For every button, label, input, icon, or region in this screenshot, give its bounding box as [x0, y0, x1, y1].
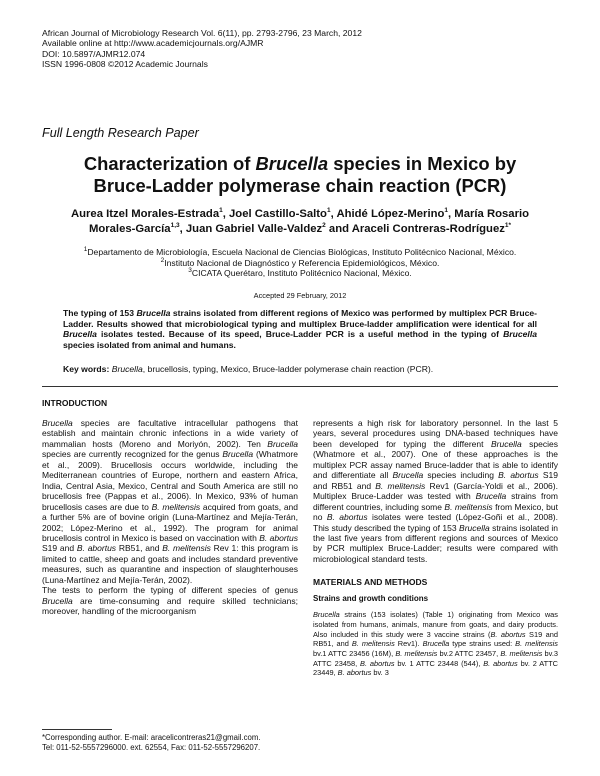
- italic-term: Brucella: [475, 491, 507, 502]
- italic-term: B. melitensis: [444, 501, 493, 512]
- introduction-heading: INTRODUCTION: [42, 398, 108, 408]
- footnote: [42, 733, 312, 753]
- journal-doi: DOI: 10.5897/AJMR12.074: [42, 48, 146, 59]
- italic-term: Brucella: [267, 438, 298, 449]
- right-column: [313, 418, 558, 678]
- corresponding-phone: Tel: 011-52-5557296000. ext. 62554, Fax: 011-52-5557296207.: [42, 743, 261, 752]
- author-name: Morales-García: [88, 222, 171, 235]
- author-affil: 1: [326, 207, 331, 215]
- italic-term: Brucella: [422, 639, 450, 649]
- italic-term: B. melitensis: [351, 639, 395, 649]
- title-text: species in Mexico by: [328, 153, 517, 174]
- methods-heading: MATERIALS AND METHODS: [313, 577, 428, 588]
- author-affil: 2: [322, 221, 326, 229]
- italic-term: Brucella: [313, 610, 340, 620]
- journal-issn: ISSN 1996-0808 ©2012 Academic Journals: [42, 59, 208, 70]
- italic-term: B. melitensis: [515, 639, 558, 649]
- italic-term: Brucella: [459, 522, 490, 533]
- intro-paragraph-2: The tests to perform the typing of different species of genus Brucella are time-consuming and require skilled technicians; moreover, handling of the microorganism: [42, 585, 298, 617]
- italic-term: B. abortus: [259, 532, 299, 543]
- introduction-heading-wrap: [42, 398, 298, 408]
- affiliation: $^2$Instituto Nacional de Diagnóstico y Referencia Epidemiológicos, México.: [160, 256, 440, 268]
- author-affil: 1*: [504, 221, 512, 229]
- intro-paragraph-1: Brucella species are facultative intracellular pathogens that establish and maintain chronic infections in a wide variety of mammalian hosts (Moreno and Moriyón, 2002). Ten Brucella species are currently recognized for the genus Brucella (Whatmore et al., 2009). Brucellosis occurs worldwide, including the Mediterranean countries of Europe, northern and eastern Africa, India, Central Asia, Mexico, Central and South America are still no brucellosis free (Pappas et al., 2006). In Mexico, 93% of human brucellosis cases are due to B. melitensis acquired from goats, and a further 5% are of bovine origin (Luna-Martínez and Mejía-Terán, 2002; López-Merino et al., 1992). The program for animal brucellosis control in Mexico is based on vaccination with B. abortus S19 and B. abortus RB51, and B. melitensis Rev 1: this program is limited to cattle, sheep and goats and includes standard preventive measures, such as quarantine and inspection of slaughterhouses (Luna-Martínez and Mejía-Terán, 2002).: [42, 418, 299, 585]
- journal-header: [42, 28, 362, 70]
- accepted-date: Accepted 29 February, 2012: [253, 291, 347, 300]
- section-divider: [42, 386, 558, 387]
- italic-term: Brucella: [42, 418, 73, 428]
- journal-url: Available online at http://www.academicjournals.org/AJMR: [42, 38, 264, 49]
- italic-term: B. melitensis: [162, 543, 211, 554]
- author-affil: 1,3: [170, 221, 180, 229]
- italic-term: B. abortus: [360, 658, 395, 668]
- page-title: [30, 153, 570, 197]
- footnote-divider: [42, 729, 112, 730]
- italic-term: B. abortus: [498, 470, 539, 481]
- author-affil: 1: [219, 207, 223, 215]
- author-name: , Joel Castillo-Salto: [222, 208, 327, 220]
- keywords: Key words: Brucella, brucellosis, typing, Mexico, Bruce-ladder polymerase chain reaction (PCR).: [63, 364, 434, 374]
- italic-term: B. abortus: [337, 668, 372, 678]
- journal-citation: African Journal of Microbiology Research Vol. 6(11), pp. 2793-2796, 23 March, 2012: [42, 28, 362, 38]
- italic-term: Brucella: [392, 470, 424, 481]
- left-column: [42, 418, 298, 617]
- author-name: , Juan Gabriel Valle-Valdez: [179, 222, 323, 235]
- keywords-label: Key words:: [63, 364, 110, 374]
- italic-term: Brucella: [490, 438, 522, 449]
- italic-term: Brucella: [222, 449, 254, 460]
- author-name: Aurea Itzel Morales-Estrada: [70, 208, 220, 220]
- author-name: , María Rosario: [448, 208, 530, 220]
- author-affil: 1: [444, 207, 449, 215]
- intro-paragraph-3: represents a high risk for laboratory personnel. In the last 5 years, several procedures using DNA-based techniques have been developed for typing the different Brucella species (Whatmore et al., 2007). One of these approaches is the multiplex PCR assay named Bruce-ladder that is able to identify and differentiate all Brucella species including B. abortus S19 and RB51 and B. melitensis Rev1 (García-Yoldi et al., 2006). Multiplex Bruce-Ladder was tested with Brucella strains from different countries, including some B. melitensis from Mexico, but no B. abortus isolates were tested (López-Goñi et al., 2008). This study described the typing of 153 Brucella strains isolated in the last five years from different regions and sources of Mexico by PCR multiplex Bruce-Ladder; results were compared with microbiological standard tests.: [313, 418, 559, 564]
- author-name: and Araceli Contreras-Rodríguez: [325, 222, 505, 235]
- paper-type: Full Length Research Paper: [42, 126, 199, 140]
- author-name: , Ahidé López-Merino: [330, 208, 445, 220]
- italic-term: B. abortus: [76, 543, 117, 554]
- affiliation: $^1$Departamento de Microbiología, Escuela Nacional de Ciencias Biológicas, Instituto Politécnico Nacional, México.: [83, 246, 517, 257]
- italic-term: B. melitensis: [151, 501, 201, 512]
- italic-term: B. abortus: [483, 658, 518, 668]
- italic-term: B. abortus: [326, 512, 368, 523]
- methods-paragraph-1: Brucella strains (153 isolates) (Table 1) originating from Mexico was isolated from humans, animals, manure from goats, and dairy products. Also included in this study were 3 vaccine strains (B. abortus S19 and RB51, and B. melitensis Rev1). Brucella type strains used: B. melitensis bv.1 ATTC 23456 (16M), B. melitensis bv.2 ATTC 23457, B. melitensis bv.3 ATTC 23458, B. abortus bv. 1 ATTC 23448 (544), B. abortus bv. 2 ATTC 23449, B. abortus bv. 3: [313, 610, 559, 678]
- title-genus: Brucella: [255, 153, 329, 174]
- affiliation: $^3$CICATA Querétaro, Instituto Politécnico Nacional, México.: [188, 267, 412, 278]
- italic-term: B. melitensis: [395, 649, 438, 659]
- affiliations: [40, 247, 560, 279]
- italic-term: B. abortus: [490, 629, 526, 639]
- title-text: Characterization of: [83, 153, 256, 174]
- italic-term: B. melitensis: [375, 480, 426, 491]
- title-line2: Bruce-Ladder polymerase chain reaction (PCR): [93, 175, 507, 196]
- corresponding-email: *Corresponding author. E-mail: aracelicontreras21@gmail.com.: [42, 733, 261, 742]
- strains-subheading: Strains and growth conditions: [313, 593, 429, 603]
- abstract: The typing of 153 Brucella strains isolated from different regions of Mexico was performed by multiplex PCR Bruce-Ladder. Results showed that microbiological typing and multiplex Bruce-ladder amplification were identical for all Brucella isolates tested. Because of its speed, Bruce-Ladder PCR is a useful method in the typing of Brucella species isolated from animal and humans.: [63, 308, 538, 350]
- italic-term: Brucella: [42, 595, 73, 606]
- author-list: [52, 207, 548, 236]
- italic-term: B. melitensis: [500, 649, 543, 659]
